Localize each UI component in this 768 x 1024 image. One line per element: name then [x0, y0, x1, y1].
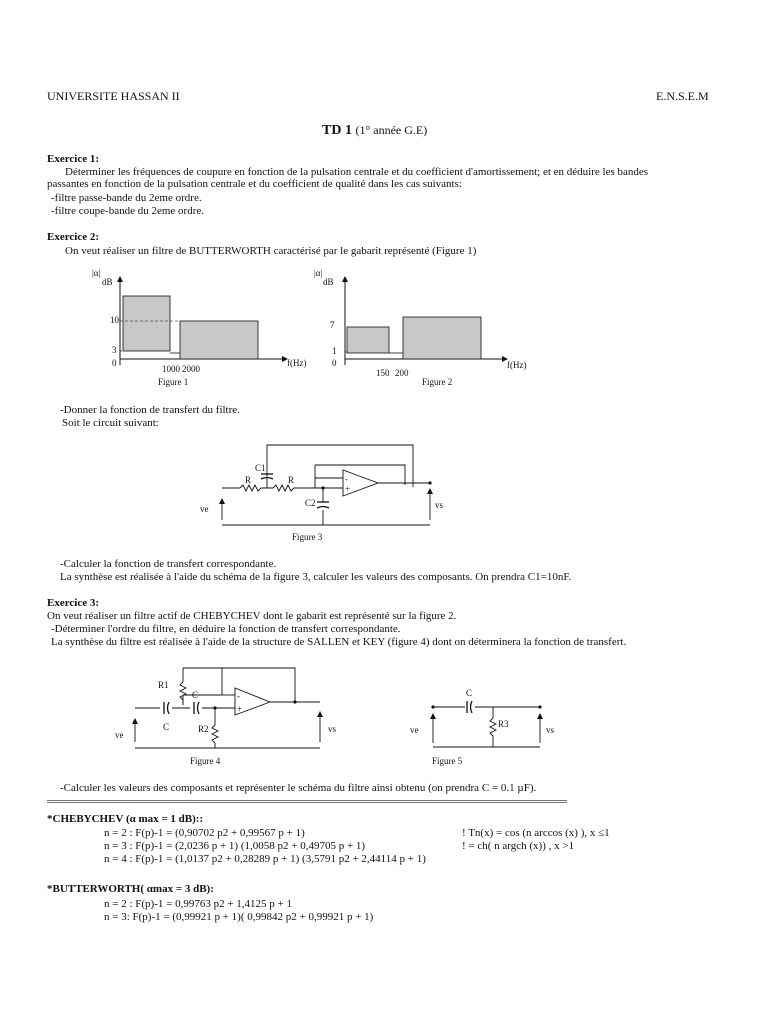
fig3-label-ve: ve [200, 504, 209, 514]
fig4-label-c-bot: C [163, 722, 170, 732]
fig1-xlabel: f(Hz) [287, 358, 307, 368]
ex2-q2: Soit le circuit suivant: [62, 417, 159, 429]
fig2-xtick-200: 200 [395, 368, 409, 378]
fig4-label-r2: R2 [198, 724, 209, 734]
fig3-c2-plate-b [317, 507, 329, 509]
fig1-ylabel-a: |α| [92, 268, 101, 278]
fig3-label-c1: C1 [255, 463, 266, 473]
fig1-xtick-2000: 2000 [182, 364, 200, 374]
cheby-n2: n = 2 : F(p)-1 = (0,90702 p2 + 0,99567 p + 1) [104, 827, 305, 839]
figure-2 [314, 268, 540, 393]
fig5-in-node [431, 705, 434, 708]
ex2-q3: -Calculer la fonction de transfert correspondante. [60, 558, 277, 570]
ex2-q4: La synthèse est réalisée à l'aide du schéma de la figure 3, calculer les valeurs des composants. On prendra C1=10nF. [60, 571, 572, 583]
butter-n2: n = 2 : F(p)-1 = 0,99763 p2 + 1,4125 p + 1 [104, 898, 292, 910]
butter-n3: n = 3: F(p)-1 = (0,99921 p + 1)( 0,99842 p2 + 0,99921 p + 1) [104, 911, 374, 923]
figure-3 [195, 440, 455, 545]
cheby-heading: *CHEBYCHEV (α max = 1 dB):: [47, 813, 204, 825]
ex3-line4: -Calculer les valeurs des composants et représenter le schéma du filtre ainsi obtenu (on prendra C = 0.1 µF). [60, 782, 537, 794]
fig3-out-node [428, 481, 431, 484]
fig2-ytick-1: 1 [332, 346, 337, 356]
fig5-out-node [538, 705, 541, 708]
ex2-q1: -Donner la fonction de transfert du filtre. [60, 404, 240, 416]
fig4-label-c-top: C [192, 690, 199, 700]
fig1-y-arrow [117, 276, 123, 282]
figure-5 [405, 685, 565, 770]
fig2-stopband [403, 317, 481, 359]
fig2-y-arrow [342, 276, 348, 282]
fig1-ylabel-b: dB [102, 277, 113, 287]
fig1-passband [123, 296, 170, 351]
fig3-ve-arrowhead [219, 498, 225, 504]
fig2-ylabel-a: |α| [314, 268, 323, 278]
ex3-line2: -Déterminer l'ordre du filtre, en déduire la fonction de transfert correspondante. [51, 623, 401, 635]
fig5-vs-arrowhead [537, 713, 543, 719]
cheby-note1: ! Tn(x) = cos (n arccos (x) ), x ≤1 [462, 827, 610, 839]
fig3-feedback-top [315, 465, 405, 485]
ex1-line2: passantes en fonction de la pulsation centrale et du coefficient de qualité dans les cas suivants: [47, 178, 462, 190]
fig2-ylabel-b: dB [323, 277, 334, 287]
fig1-ytick-10: 10 [110, 315, 119, 325]
fig3-minus-sign: - [345, 474, 348, 484]
fig5-caption: Figure 5 [432, 756, 463, 766]
title-main: TD 1 [322, 123, 352, 138]
fig4-c-in-plate-b [168, 702, 170, 714]
fig2-caption: Figure 2 [422, 377, 453, 387]
cheby-n3: n = 3 : F(p)-1 = (2,0236 p + 1) (1,0058 p2 + 0,49705 p + 1) [104, 840, 366, 852]
fig3-plus-sign: + [345, 484, 351, 494]
fig3-resistor-1 [240, 485, 267, 491]
fig3-label-r-a: R [245, 475, 252, 485]
fig3-label-r-b: R [288, 475, 295, 485]
fig4-vs-arrowhead [317, 711, 323, 717]
fig4-feedback-opamp [222, 668, 295, 702]
fig4-node [213, 706, 216, 709]
fig4-caption: Figure 4 [190, 756, 221, 766]
ex3-heading: Exercice 3: [47, 597, 100, 609]
butter-heading: *BUTTERWORTH( αmax = 3 dB): [47, 883, 214, 895]
fig1-caption: Figure 1 [158, 377, 189, 387]
fig3-node [321, 486, 324, 489]
university-name: UNIVERSITE HASSAN II [47, 89, 180, 103]
fig4-minus-sign: - [237, 691, 240, 701]
fig5-c-plate-b [471, 701, 473, 713]
fig4-out-node [293, 700, 296, 703]
fig5-label-c: C [466, 688, 473, 698]
ex1-item1: -filtre passe-bande du 2eme ordre. [51, 192, 202, 204]
fig4-r1 [180, 668, 186, 705]
fig4-label-ve: ve [115, 730, 124, 740]
ex2-heading: Exercice 2: [47, 231, 100, 243]
fig2-ytick-7: 7 [330, 320, 335, 330]
ex1-item2: -filtre coupe-bande du 2eme ordre. [51, 205, 205, 217]
fig4-label-vs: vs [328, 724, 337, 734]
ex2-line1: On veut réaliser un filtre de BUTTERWORTH caractérisé par le gabarit représenté (Figure 1) [65, 245, 477, 257]
fig2-xtick-150: 150 [376, 368, 390, 378]
fig1-ytick-3: 3 [112, 345, 117, 355]
ex1-line1: Déterminer les fréquences de coupure en fonction de la pulsation centrale et du coefficient d'amortissement; et en déduire les bandes [65, 166, 649, 178]
fig4-c-mid-plate-b [198, 702, 200, 714]
fig4-label-r1: R1 [158, 680, 169, 690]
fig5-label-r3: R3 [498, 719, 509, 729]
cheby-note2: ! = ch( n argch (x)) , x >1 [462, 840, 575, 852]
ex1-heading: Exercice 1: [47, 153, 100, 165]
fig4-r2 [212, 725, 218, 748]
fig1-stopband [180, 321, 258, 359]
fig4-ve-arrowhead [132, 718, 138, 724]
fig4-plus-sign: + [237, 704, 243, 714]
cheby-n4: n = 4 : F(p)-1 = (1,0137 p2 + 0,28289 p + 1) (3,5791 p2 + 2,44114 p + 1) [104, 853, 426, 865]
fig3-label-c2: C2 [305, 498, 316, 508]
separator [47, 800, 567, 803]
page-title [322, 123, 427, 139]
fig2-xlabel: f(Hz) [507, 360, 527, 370]
fig1-ytick-0: 0 [112, 358, 117, 368]
figure-1 [92, 268, 307, 393]
fig3-label-vs: vs [435, 500, 444, 510]
fig3-caption: Figure 3 [292, 532, 323, 542]
fig2-passband [347, 327, 389, 353]
fig3-vs-arrowhead [427, 488, 433, 494]
ex3-line1: On veut réaliser un filtre actif de CHEBYCHEV dont le gabarit est représenté sur la figure 2. [47, 610, 457, 622]
figure-4 [110, 660, 350, 770]
title-sub: (1° année G.E) [355, 123, 428, 137]
school-name: E.N.S.E.M [656, 89, 709, 103]
fig2-ytick-0: 0 [332, 358, 337, 368]
fig5-ve-arrowhead [430, 713, 436, 719]
fig5-label-vs: vs [546, 725, 555, 735]
fig4-r1-top [183, 695, 222, 705]
fig5-r3 [490, 718, 496, 747]
ex3-line3: La synthèse du filtre est réalisée à l'aide de la structure de SALLEN et KEY (figure 4) dont on déterminera la fonction de transfert. [51, 636, 627, 648]
fig5-label-ve: ve [410, 725, 419, 735]
fig1-xtick-1000: 1000 [162, 364, 180, 374]
